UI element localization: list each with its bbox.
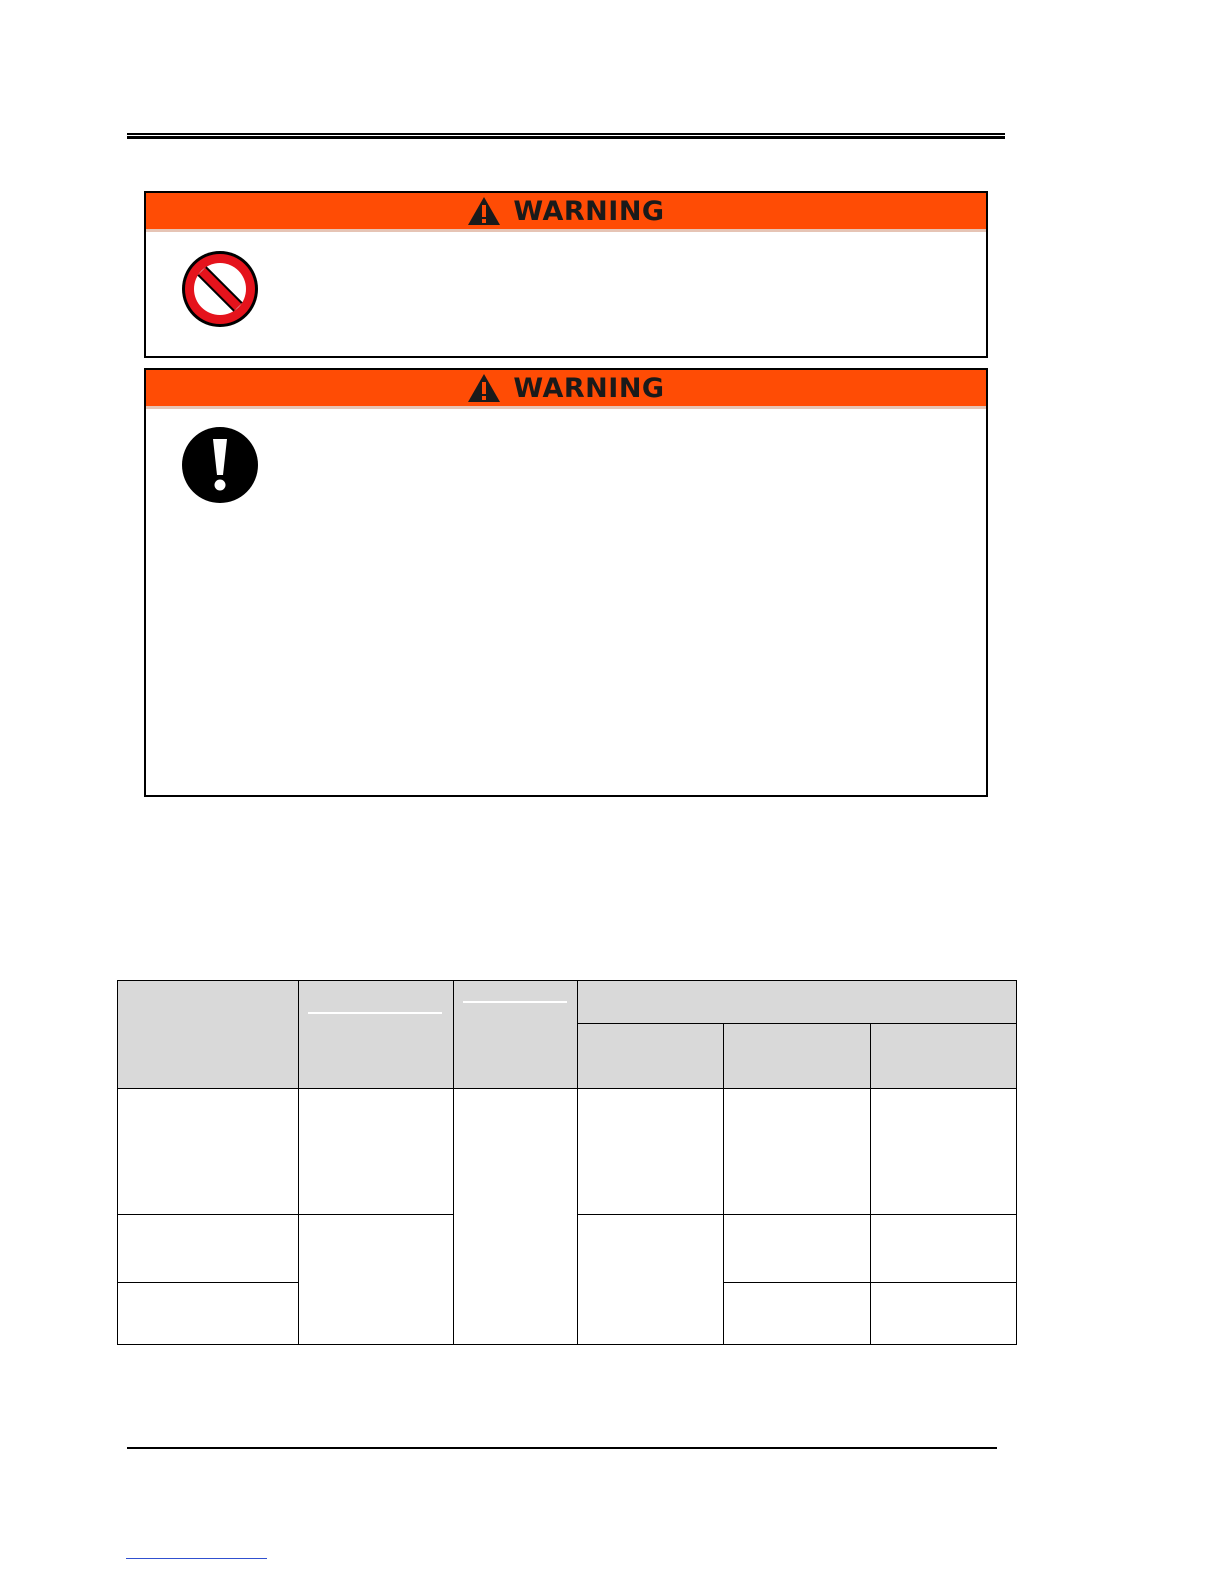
top-rule: [127, 133, 1005, 135]
warning-box-mandatory: [144, 368, 988, 797]
table-cell: [454, 1089, 578, 1345]
table-cell: [724, 1214, 871, 1282]
table-cell: [871, 1214, 1017, 1282]
header-cell: [454, 981, 578, 1089]
spec-table: [117, 980, 1017, 1345]
header-cell: [299, 981, 454, 1089]
warning-title: WARNING: [513, 372, 665, 404]
table-cell: [299, 1089, 454, 1214]
mandatory-action-icon: [180, 425, 260, 505]
warning-triangle-icon: [467, 373, 501, 403]
table-cell: [578, 1214, 724, 1344]
table-cell: [724, 1089, 871, 1214]
header-subcell: [871, 1024, 1017, 1089]
warning-header: [146, 193, 986, 232]
warning-triangle-icon: [467, 196, 501, 226]
table-cell: [118, 1214, 299, 1282]
header-inner-line: [308, 1012, 442, 1014]
footer-link-underline[interactable]: [126, 1558, 267, 1559]
table-cell: [299, 1214, 454, 1344]
table-cell: [871, 1089, 1017, 1214]
header-cell-group: [578, 981, 1017, 1024]
header-subcell: [724, 1024, 871, 1089]
warning-title: WARNING: [513, 195, 665, 227]
table-cell: [578, 1089, 724, 1214]
table-cell: [871, 1282, 1017, 1344]
table-cell: [118, 1282, 299, 1344]
prohibition-icon: [180, 249, 260, 329]
header-subcell: [578, 1024, 724, 1089]
table-cell: [724, 1282, 871, 1344]
top-rule-bold: [127, 136, 1005, 139]
header-cell: [118, 981, 299, 1089]
bottom-rule: [127, 1447, 997, 1449]
warning-box-prohibition: [144, 191, 988, 358]
header-inner-line: [463, 1001, 567, 1003]
table-cell: [118, 1089, 299, 1214]
warning-header: [146, 370, 986, 409]
